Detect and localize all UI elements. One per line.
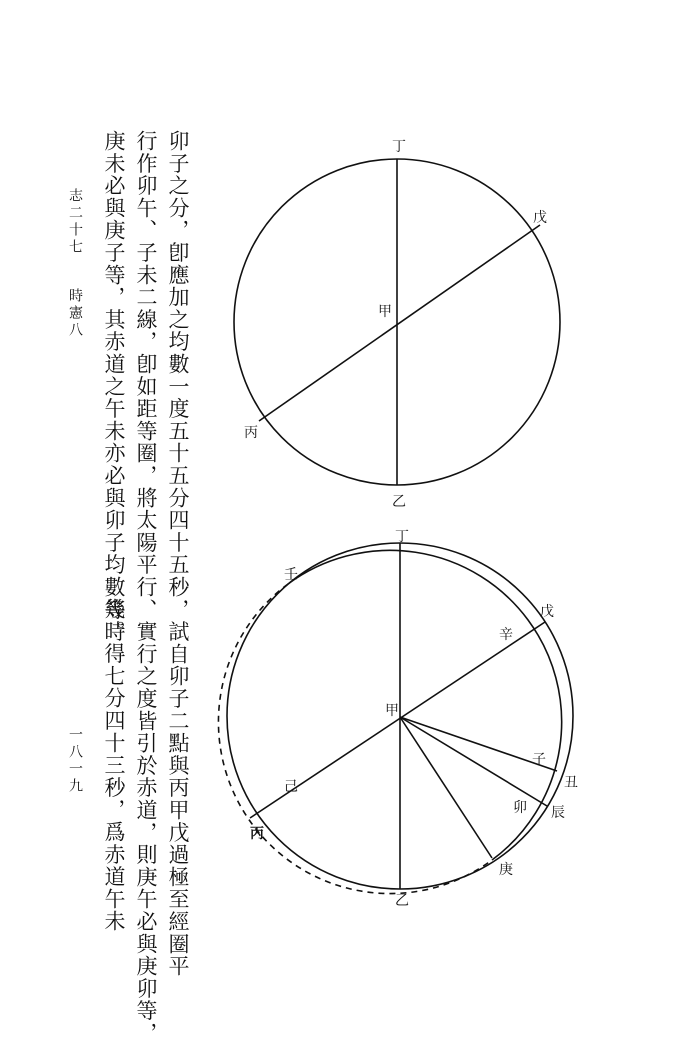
figure-1-label-top: 丁	[392, 139, 406, 155]
figure-2-label-ren: 壬	[284, 567, 298, 583]
text-column-3: 庚未必與庚子等，其赤道之午未亦必與卯子均數等。	[102, 130, 126, 643]
figure-2-label-xin: 辛	[499, 627, 513, 643]
figure-2-label-ji: 己	[284, 779, 298, 795]
figure-1-label-bottom: 乙	[392, 494, 406, 510]
figure-2-label-chou: 丑	[564, 775, 578, 791]
figure-1-diagonal-line	[259, 225, 540, 421]
text-column-1: 卯子之分，卽應加之均數一度五十五分四十五秒，試自卯子二點與丙甲戊過極至經圈平	[166, 130, 190, 978]
figure-2-label-right: 戊	[540, 604, 554, 620]
figure-2-label-zi: 子	[532, 752, 546, 768]
running-head: 志二十七	[67, 188, 83, 256]
figure-2-label-chen: 辰	[551, 805, 565, 821]
figure-2-label-left: 丙	[250, 826, 264, 842]
figure-2-label-bottom: 乙	[395, 893, 409, 909]
figure-2-label-center: 甲	[385, 703, 399, 719]
figure-2-label-mao: 卯	[513, 800, 527, 816]
figure-2-label-geng: 庚	[499, 862, 513, 878]
page-number: 一八一九	[67, 727, 83, 795]
figure-2-label-top: 丁	[395, 529, 409, 545]
figure-1-label-center: 甲	[378, 304, 392, 320]
figure-2-line-to-geng	[400, 717, 492, 858]
text-column-2: 行作卯午、子未二線，卽如距等圈，將太陽平行、實行之度皆引於赤道，則庚午必與庚卯等，	[134, 130, 158, 1044]
figure-1-label-left: 丙	[244, 425, 258, 441]
figure-2-line-to-chen	[400, 717, 547, 806]
figure-1	[234, 159, 560, 485]
text-column-4: 幾時得七分四十三秒，爲赤道午未	[102, 598, 126, 933]
section-title: 時憲八	[67, 288, 83, 339]
figure-1-label-right: 戊	[533, 210, 547, 226]
figure-2-eccentric-arc-dashed	[218, 584, 492, 894]
